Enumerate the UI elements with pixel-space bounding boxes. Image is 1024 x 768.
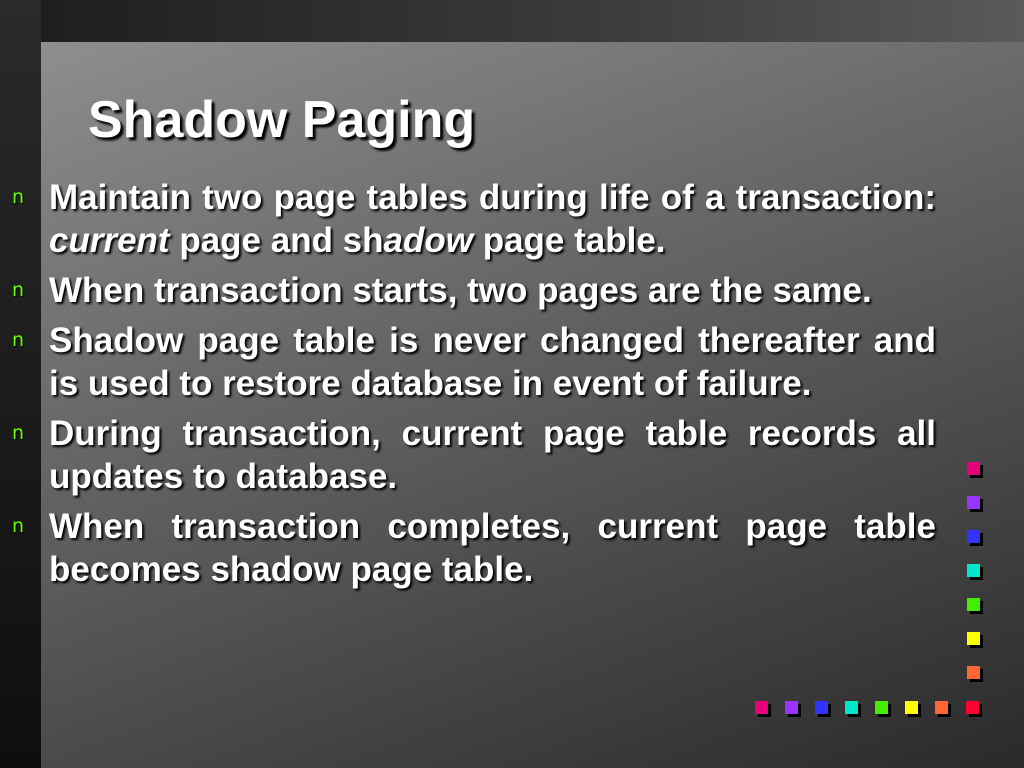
bullet-text bbox=[49, 176, 936, 262]
bullet-marker-icon: n bbox=[12, 422, 25, 444]
bullet-list bbox=[8, 176, 936, 598]
bullet-text: During transaction, current page table records all updates to database. bbox=[49, 414, 936, 496]
bullet-text-emphasis: adow bbox=[383, 221, 473, 260]
decor-square-icon bbox=[967, 598, 980, 611]
bullet-item bbox=[8, 269, 936, 312]
decor-square-icon bbox=[966, 701, 979, 714]
bullet-marker-icon: n bbox=[12, 515, 25, 537]
bullet-marker-icon: n bbox=[12, 279, 25, 301]
decor-square-icon bbox=[755, 701, 768, 714]
bullet-item bbox=[8, 176, 936, 262]
bullet-text: When transaction completes, current page table becomes shadow page table. bbox=[49, 507, 936, 589]
bullet-text-emphasis: current bbox=[49, 221, 170, 260]
slide-title: Shadow Paging bbox=[88, 91, 476, 149]
decor-square-icon bbox=[967, 666, 980, 679]
decor-square-icon bbox=[967, 632, 980, 645]
bullet-marker-icon: n bbox=[12, 186, 25, 208]
decor-square-icon bbox=[905, 701, 918, 714]
decor-square-icon bbox=[967, 496, 980, 509]
frame-top-band bbox=[0, 0, 1024, 42]
decor-square-icon bbox=[967, 462, 980, 475]
bullet-item bbox=[8, 505, 936, 591]
bullet-text-part: page and sh bbox=[169, 221, 384, 260]
bullet-text: When transaction starts, two pages are the same. bbox=[49, 271, 872, 310]
decor-square-icon bbox=[935, 701, 948, 714]
decor-square-icon bbox=[967, 530, 980, 543]
decor-square-icon bbox=[967, 564, 980, 577]
decor-square-icon bbox=[845, 701, 858, 714]
decor-square-icon bbox=[815, 701, 828, 714]
bullet-item bbox=[8, 412, 936, 498]
decor-square-icon bbox=[785, 701, 798, 714]
bullet-text-part: page table. bbox=[472, 221, 666, 260]
decor-square-icon bbox=[875, 701, 888, 714]
bullet-text-part: Maintain two page tables during life of a transaction: bbox=[49, 178, 936, 217]
bullet-text: Shadow page table is never changed thereafter and is used to restore database in event of failure. bbox=[49, 321, 936, 403]
bullet-item bbox=[8, 319, 936, 405]
bullet-marker-icon: n bbox=[12, 329, 25, 351]
